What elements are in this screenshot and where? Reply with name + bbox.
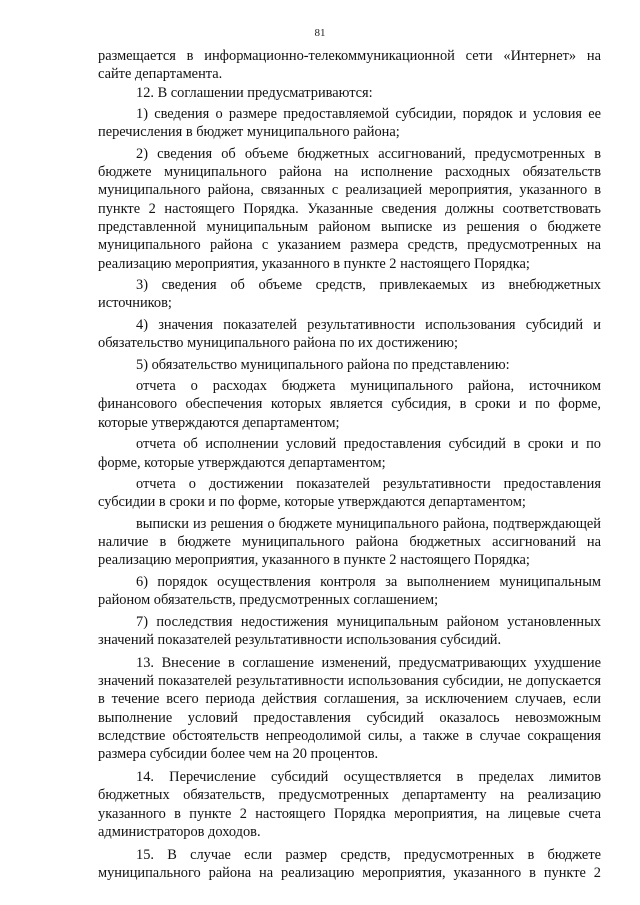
paragraph-15: 15. В случае если размер средств, предусмотренных в бюджете муниципального района на реализацию мероприятия, указанного в пункте 2 (98, 846, 601, 882)
paragraph-12-item-1: 1) сведения о размере предоставляемой субсидии, порядок и условия ее перечисления в бюджет муниципального района; (98, 106, 601, 141)
paragraph-12-item-3: 3) сведения об объеме средств, привлекаемых из внебюджетных источников; (98, 277, 601, 312)
item-5-budget-extract: выписки из решения о бюджете муниципального района, подтверждающей наличие в бюджете муниципального района бюджетных ассигнований на реализацию мероприятия, указанного в пункте 2 настоящего Порядка; (98, 515, 601, 569)
document-body (98, 47, 601, 882)
item-5-indicators-report: отчета о достижении показателей результативности предоставления субсидии в сроки и по форме, которые утверждаются департаментом; (98, 476, 601, 511)
paragraph-12-item-4: 4) значения показателей результативности использования субсидий и обязательство муниципального района по их достижению; (98, 316, 601, 352)
paragraph-14: 14. Перечисление субсидий осуществляется в пределах лимитов бюджетных обязательств, предусмотренных департаменту на реализацию указанного в пункте 2 настоящего Порядка мероприятия, на лицевые счета администраторов доходов. (98, 769, 601, 840)
paragraph-12-item-6: 6) порядок осуществления контроля за выполнением муниципальным районом обязательств, предусмотренных соглашением; (98, 573, 601, 609)
paragraph-12-item-5: 5) обязательство муниципального района по представлению: (136, 356, 510, 373)
paragraph-12-item-2: 2) сведения об объеме бюджетных ассигнований, предусмотренных в бюджете муниципального района на исполнение расходных обязательств муниципального района, связанных с реализацией мероприятия, указанного в пункте 2 настоящего Порядка. Указанные сведения должны соответствовать представленной муниципальным районом выписке из решения о бюджете муниципального района с указанием размера средств, предусмотренных на реализацию мероприятия, указанного в пункте 2 настоящего Порядка; (98, 145, 601, 272)
item-5-expense-report: отчета о расходах бюджета муниципального района, источником финансового обеспечения которых является субсидия, в сроки и по форме, которые утверждаются департаментом; (98, 378, 601, 431)
page-number: 81 (314, 27, 326, 39)
paragraph-continuation: размещается в информационно-телекоммуникационной сети «Интернет» на сайте департамента. (98, 48, 601, 83)
paragraph-13: 13. Внесение в соглашение изменений, предусматривающих ухудшение значений показателей результативности использования субсидии, не допускается в течение всего периода действия соглашения, за исключением случаев, если выполнение условий предоставления субсидий оказалось невозможным вследствие обстоятельств непреодолимой силы, а также в случае сокращения размера субсидии более чем на 20 процентов. (98, 654, 601, 763)
paragraph-12-item-7: 7) последствия недостижения муниципальным районом установленных значений показателей результативности использования субсидий. (98, 613, 601, 648)
paragraph-12: 12. В соглашении предусматриваются: (136, 84, 373, 101)
item-5-conditions-report: отчета об исполнении условий предоставления субсидий в сроки и по форме, которые утверждаются департаментом; (98, 436, 601, 471)
